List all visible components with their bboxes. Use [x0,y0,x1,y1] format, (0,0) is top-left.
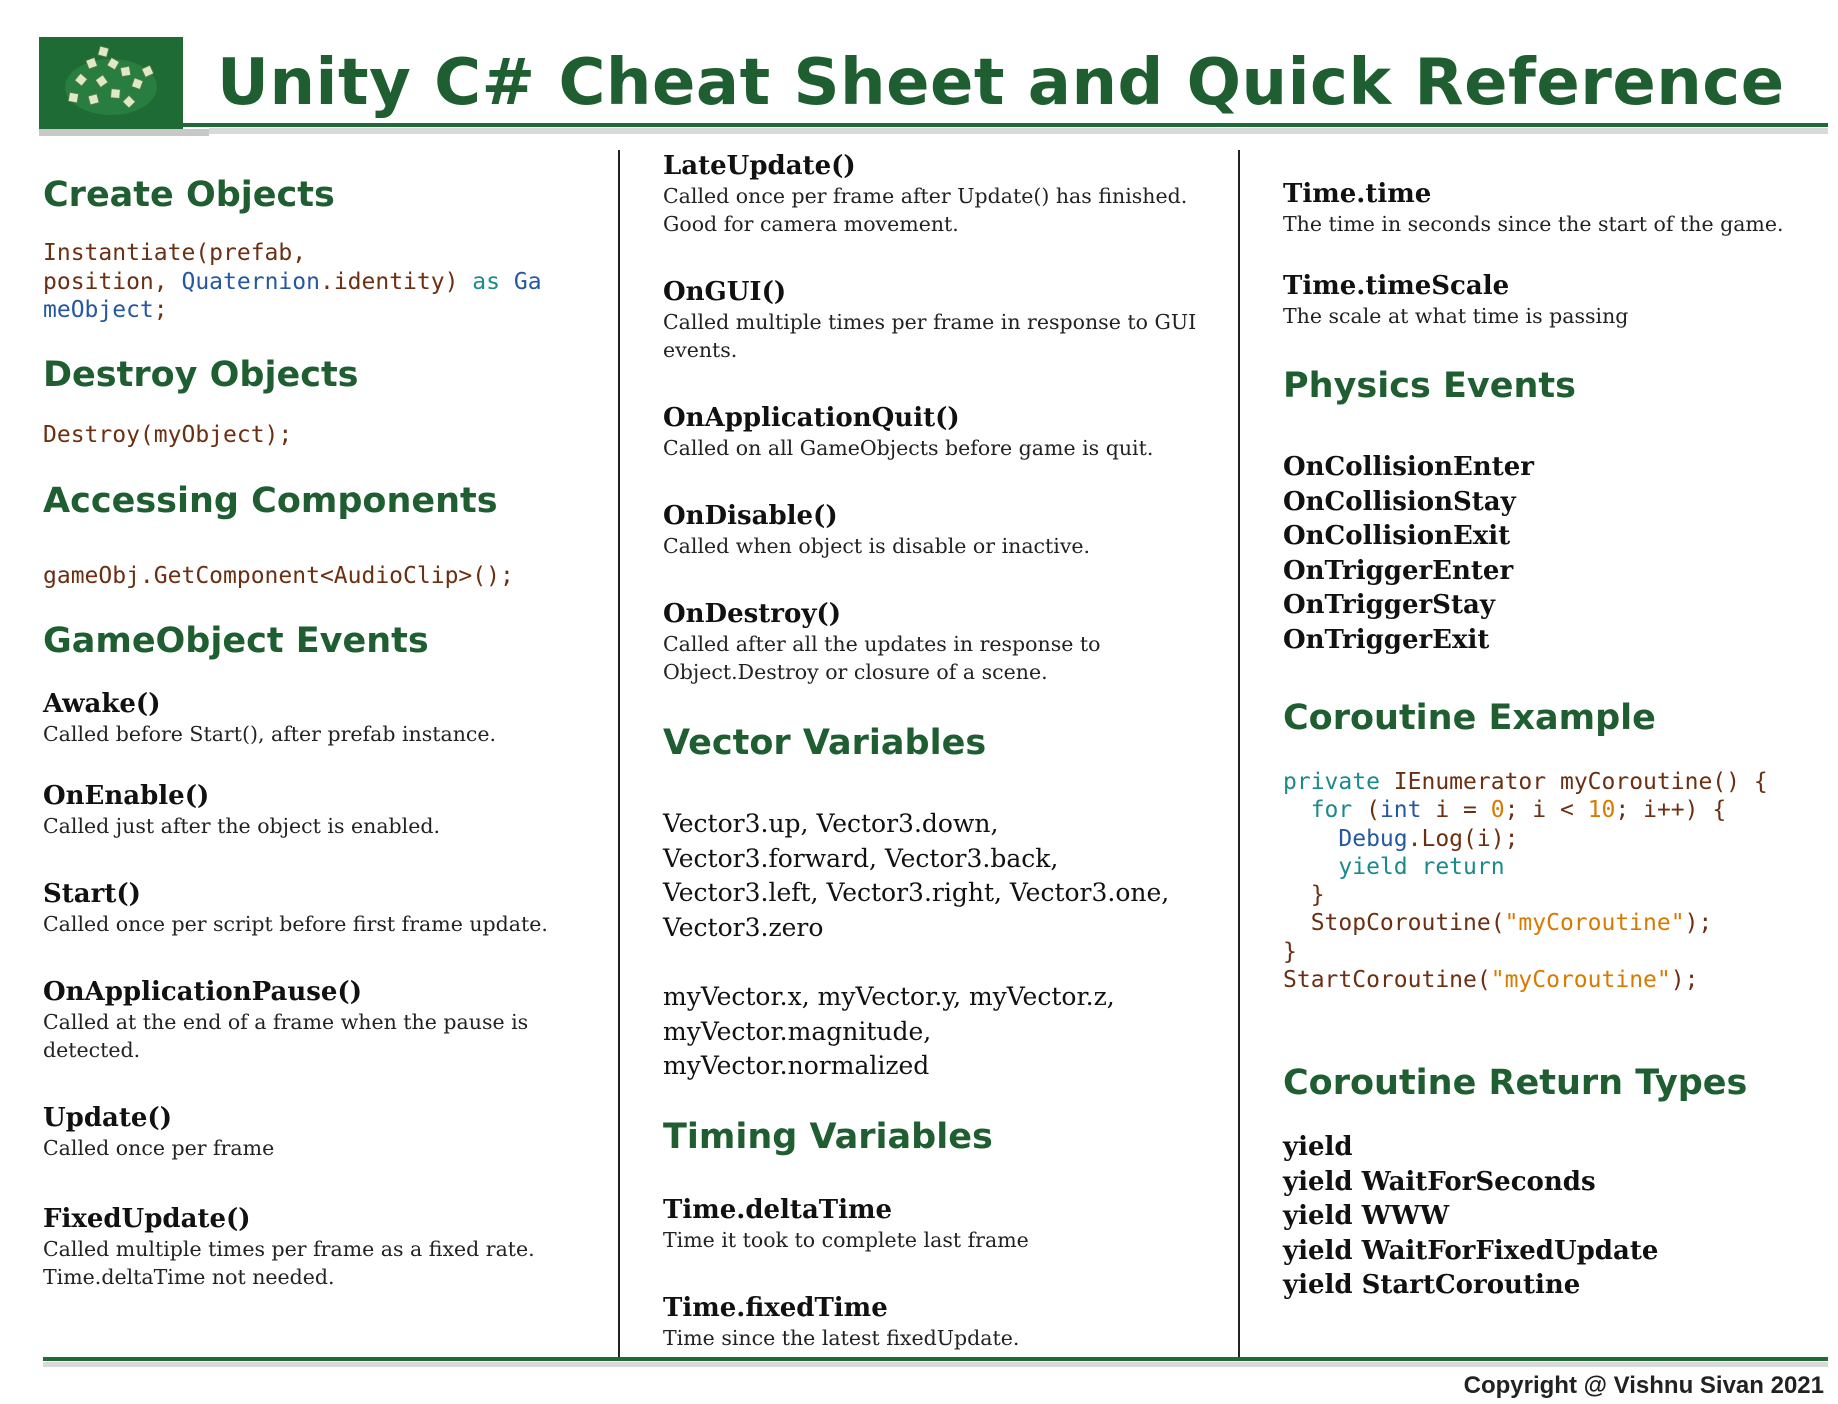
code-token: Destroy(myObject); [43,422,293,448]
list-item: yield WaitForSeconds [1283,1166,1596,1197]
code-token: IEnumerator [1393,769,1547,795]
code-destroy-objects [43,421,292,450]
code-token: meObject [43,297,154,323]
list-item: OnTriggerEnter [1283,555,1514,586]
code-token: ; i++) { [1615,797,1727,824]
event-name: Update() [43,1103,173,1133]
code-token: .identity) [319,268,473,295]
code-token: } [1283,938,1297,965]
timing-description: The scale at what time is passing [1283,304,1629,328]
event-item [663,500,1208,560]
code-token: position, [43,268,182,295]
event-item [43,1203,563,1291]
logo-image [39,37,183,129]
event-description: Called at the end of a frame when the pause is detected. [43,1010,529,1062]
event-description: Called once per script before first frame update. [43,912,548,936]
event-name: OnApplicationPause() [43,977,363,1007]
event-name: Start() [43,879,141,909]
code-coroutine-example [1283,768,1768,994]
code-token: ); [1684,910,1713,937]
section-heading-destroy-objects: Destroy Objects [43,355,359,395]
code-token: } [1283,882,1325,909]
timing-item [663,1194,1208,1254]
event-description: Called just after the object is enabled. [43,814,440,838]
list-item: OnCollisionStay [1283,486,1516,517]
list-item: OnCollisionExit [1283,521,1511,552]
event-name: LateUpdate() [663,151,856,181]
list-item: yield StartCoroutine [1283,1270,1581,1301]
section-heading-create-objects: Create Objects [43,175,335,215]
code-line [1283,796,1768,824]
coroutine-return-types-list [1283,1130,1658,1303]
code-token: private [1283,769,1380,795]
code-line [1283,853,1768,881]
code-line [1283,768,1768,796]
code-token: myCoroutine() { [1546,769,1768,795]
event-description: Called when object is disable or inactive. [663,534,1091,558]
timing-description: Time it took to complete last frame [663,1228,1029,1252]
code-create-objects [43,239,542,325]
code-line [43,239,542,268]
code-token: yield return [1338,853,1505,880]
event-item [43,878,603,938]
list-item: OnTriggerStay [1283,590,1495,621]
event-description: Called multiple times per frame in response to GUI events. [663,310,1197,362]
list-item: yield [1283,1132,1353,1162]
section-heading-timing-variables: Timing Variables [663,1117,993,1157]
column-divider-2 [1238,150,1240,1357]
code-accessing-components [43,562,514,591]
code-token: .Log(i); [1407,825,1519,852]
code-token: Debug [1338,825,1408,852]
timing-item [663,1292,1208,1352]
code-token: ( [1352,797,1380,824]
section-heading-coroutine-example: Coroutine Example [1283,698,1656,738]
list-item: yield WaitForFixedUpdate [1283,1235,1659,1266]
code-token [1283,826,1338,852]
timing-name: Time.fixedTime [663,1293,888,1323]
event-name: OnDestroy() [663,599,842,629]
code-line [1283,966,1768,994]
event-item [663,402,1208,462]
code-token: for [1310,797,1353,824]
code-token: i = [1421,797,1491,824]
code-token [1380,769,1394,795]
page-title: Unity C# Cheat Sheet and Quick Reference [217,46,1785,120]
list-item: yield WWW [1283,1201,1450,1232]
footer-divider-shadow [43,1362,1828,1367]
event-item [663,598,1133,686]
code-token: Instantiate(prefab, [43,240,307,266]
event-name: Awake() [43,689,161,719]
logo-shadow [39,129,209,136]
code-token: ; [153,297,168,323]
event-name: OnApplicationQuit() [663,403,960,433]
code-line [43,268,542,297]
event-description: Called before Start(), after prefab instance. [43,722,497,746]
header-divider [183,123,1828,127]
code-token: Quaternion [181,268,320,295]
code-token: "myCoroutine" [1490,967,1671,994]
code-token: 10 [1587,797,1616,824]
timing-name: Time.timeScale [1283,271,1510,301]
vector-properties: myVector.x, myVector.y, myVector.z, myVector.magnitude, myVector.normalized [663,982,1115,1080]
code-token [1283,854,1338,880]
timing-item [1283,178,1828,238]
event-description: Called multiple times per frame as a fixed rate. Time.deltaTime not needed. [43,1237,535,1289]
section-heading-physics-events: Physics Events [1283,366,1576,406]
event-description: Called after all the updates in response to Object.Destroy or closure of a scene. [663,632,1101,684]
code-token [1283,797,1311,823]
event-description: Called on all GameObjects before game is quit. [663,436,1154,460]
copyright-text: Copyright @ Vishnu Sivan 2021 [1463,1372,1824,1399]
event-description: Called once per frame after Update() has finished. Good for camera movement. [663,184,1188,236]
code-token: StartCoroutine( [1283,967,1491,994]
event-item [43,976,543,1064]
list-item: OnCollisionEnter [1283,452,1534,482]
section-heading-gameobject-events: GameObject Events [43,621,429,661]
timing-item [1283,270,1828,330]
event-item [663,150,1208,238]
event-item [43,780,603,840]
code-token: 0 [1490,797,1505,824]
code-line [43,562,514,591]
event-description: Called once per frame [43,1136,275,1160]
code-token: StopCoroutine( [1283,910,1505,937]
section-heading-vector-variables: Vector Variables [663,723,987,763]
timing-name: Time.deltaTime [663,1195,893,1225]
code-token: "myCoroutine" [1504,910,1685,937]
code-line [1283,825,1768,853]
event-item [663,276,1208,364]
code-token: ; i < [1504,797,1588,824]
event-item [43,688,603,748]
timing-description: The time in seconds since the start of the game. [1283,212,1784,236]
code-line [1283,938,1768,966]
list-item: OnTriggerExit [1283,624,1490,655]
code-line [43,296,542,325]
timing-name: Time.time [1283,179,1432,209]
header-divider-shadow [209,128,1828,134]
code-line [1283,881,1768,909]
section-heading-accessing-components: Accessing Components [43,481,498,521]
event-item [43,1102,603,1162]
event-name: FixedUpdate() [43,1204,251,1234]
code-token: gameObj.GetComponent<AudioClip>(); [43,563,514,589]
column-divider-1 [618,150,620,1357]
event-name: OnEnable() [43,781,210,811]
vector3-constants: Vector3.up, Vector3.down, Vector3.forward, Vector3.back, Vector3.left, Vector3.right, Vector3.one, Vector3.zero [663,809,1170,942]
code-token: Ga [500,268,542,295]
code-line [43,421,292,450]
physics-events-list [1283,450,1534,658]
code-line [1283,909,1768,937]
code-token: ); [1670,967,1699,994]
event-name: OnGUI() [663,277,787,307]
timing-description: Time since the latest fixedUpdate. [663,1326,1020,1350]
section-heading-coroutine-return-types: Coroutine Return Types [1283,1063,1748,1103]
scrabble-tiles-icon [39,37,183,129]
code-token: as [472,268,500,295]
event-name: OnDisable() [663,501,838,531]
footer-divider [43,1357,1828,1361]
code-token: int [1379,797,1422,824]
